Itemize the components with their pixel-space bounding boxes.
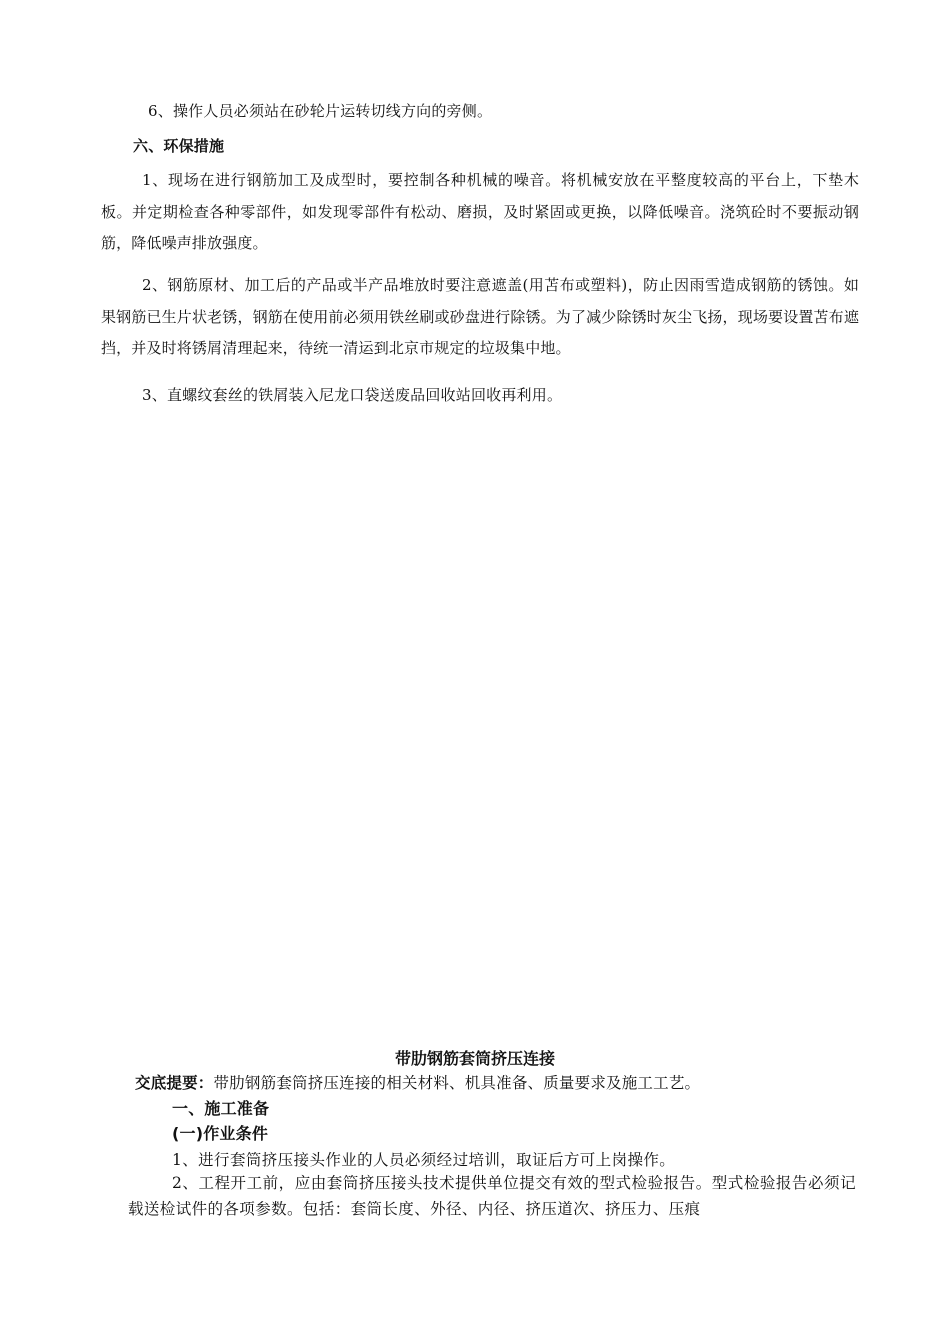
section-heading-environmental: 六、环保措施	[133, 137, 225, 155]
summary-text: 带肋钢筋套筒挤压连接的相关材料、机具准备、质量要求及施工工艺。	[213, 1074, 701, 1092]
item-1-text: 1、进行套筒挤压接头作业的人员必须经过培训，取证后方可上岗操作。	[172, 1151, 676, 1169]
item-2-text: 2、工程开工前，应由套筒挤压接头技术提供单位提交有效的型式检验报告。型式检验报告必须记载送检试件的各项参数。包括：套筒长度、外径、内径、挤压道次、挤压力、压痕	[128, 1174, 856, 1218]
paragraph-iron-filings: 3、直螺纹套丝的铁屑装入尼龙口袋送废品回收站回收再利用。	[142, 386, 563, 404]
paragraph-rust-prevention: 2、钢筋原材、加工后的产品或半产品堆放时要注意遮盖(用苫布或塑料)，防止因雨雪造成钢筋的锈蚀。如果钢筋已生片状老锈，钢筋在使用前必须用铁丝刷或砂盘进行除锈。为了减少除锈时灰尘飞扬，现场要设置苫布遮挡，并及时将锈屑清理起来，待统一清运到北京市规定的垃圾集中地。	[101, 276, 859, 357]
document-title: 带肋钢筋套筒挤压连接	[394, 1049, 555, 1068]
item-6-text: 6、操作人员必须站在砂轮片运转切线方向的旁侧。	[148, 102, 493, 120]
summary-label: 交底提要：	[135, 1074, 214, 1092]
heading-construction-prep: 一、施工准备	[172, 1099, 270, 1118]
heading-work-conditions: (一)作业条件	[172, 1124, 269, 1143]
summary-line	[135, 1073, 700, 1093]
paragraph-noise-control: 1、现场在进行钢筋加工及成型时，要控制各种机械的噪音。将机械安放在平整度较高的平台上，下垫木板。并定期检查各种零部件，如发现零部件有松动、磨损，及时紧固或更换，以降低噪音。浇筑砼时不要振动钢筋，降低噪声排放强度。	[101, 171, 859, 252]
